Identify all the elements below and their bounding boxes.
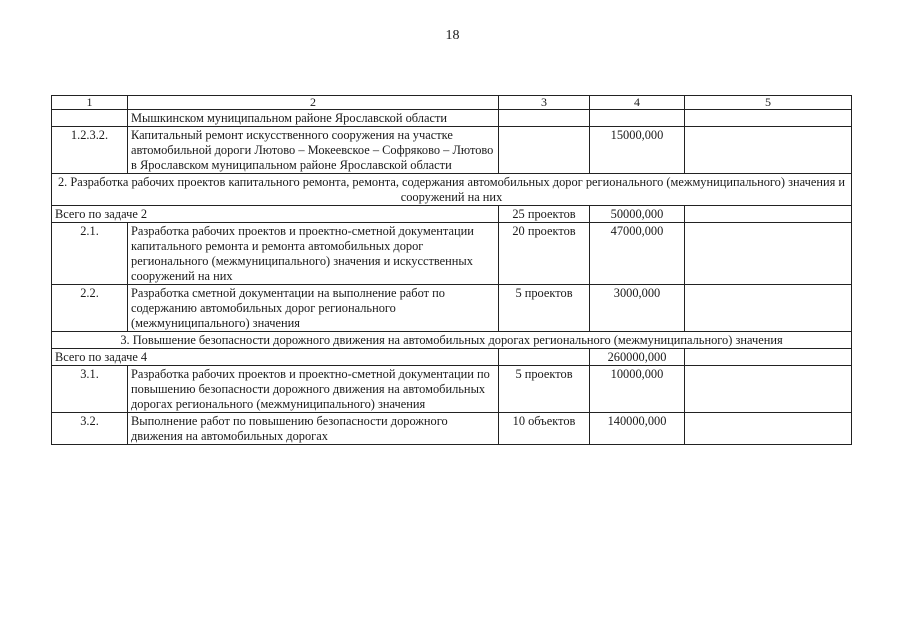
item-note bbox=[685, 285, 852, 332]
item-note bbox=[685, 110, 852, 127]
section-row bbox=[52, 174, 852, 206]
item-amount: 15000,000 bbox=[590, 127, 685, 174]
header-cell: 4 bbox=[590, 96, 685, 110]
table-header-row bbox=[52, 96, 852, 110]
item-amount: 140000,000 bbox=[590, 413, 685, 445]
item-note bbox=[685, 366, 852, 413]
program-table bbox=[51, 95, 852, 445]
table-row bbox=[52, 110, 852, 127]
item-amount bbox=[590, 110, 685, 127]
item-description: Разработка рабочих проектов и проектно-сметной документации капитального ремонта и ремонта автомобильных дорог регионального (межмуниципального) значения и искусственных сооружений на них bbox=[128, 223, 499, 285]
total-note bbox=[685, 349, 852, 366]
item-description: Капитальный ремонт искусственного сооружения на участке автомобильной дороги Лютово – Мокеевское – Софряково – Лютово в Ярославском муниципальном районе Ярославской области bbox=[128, 127, 499, 174]
item-note bbox=[685, 223, 852, 285]
item-amount: 10000,000 bbox=[590, 366, 685, 413]
total-quantity bbox=[499, 349, 590, 366]
item-description: Мышкинском муниципальном районе Ярославской области bbox=[128, 110, 499, 127]
item-quantity: 5 проектов bbox=[499, 285, 590, 332]
total-quantity: 25 проектов bbox=[499, 206, 590, 223]
table-row bbox=[52, 366, 852, 413]
table-row bbox=[52, 285, 852, 332]
item-quantity bbox=[499, 110, 590, 127]
item-quantity: 10 объектов bbox=[499, 413, 590, 445]
item-amount: 47000,000 bbox=[590, 223, 685, 285]
item-number: 1.2.3.2. bbox=[52, 127, 128, 174]
total-row bbox=[52, 206, 852, 223]
section-row bbox=[52, 332, 852, 349]
header-cell: 3 bbox=[499, 96, 590, 110]
item-number: 2.2. bbox=[52, 285, 128, 332]
item-number bbox=[52, 110, 128, 127]
item-description: Разработка рабочих проектов и проектно-сметной документации по повышению безопасности дорожного движения на автомобильных дорогах регионального (межмуниципального) значения bbox=[128, 366, 499, 413]
item-description: Разработка сметной документации на выполнение работ по содержанию автомобильных дорог регионального (межмуниципального) значения bbox=[128, 285, 499, 332]
item-number: 3.1. bbox=[52, 366, 128, 413]
item-number: 3.2. bbox=[52, 413, 128, 445]
section-title: 2. Разработка рабочих проектов капитального ремонта, ремонта, содержания автомобильных дорог регионального (межмуниципального) значения и сооружений на них bbox=[52, 174, 852, 206]
header-cell: 2 bbox=[128, 96, 499, 110]
item-quantity bbox=[499, 127, 590, 174]
section-title: 3. Повышение безопасности дорожного движения на автомобильных дорогах регионального (межмуниципального) значения bbox=[52, 332, 852, 349]
item-number: 2.1. bbox=[52, 223, 128, 285]
header-cell: 1 bbox=[52, 96, 128, 110]
item-description: Выполнение работ по повышению безопасности дорожного движения на автомобильных дорогах bbox=[128, 413, 499, 445]
total-label: Всего по задаче 4 bbox=[52, 349, 499, 366]
total-note bbox=[685, 206, 852, 223]
table-row bbox=[52, 223, 852, 285]
total-label: Всего по задаче 2 bbox=[52, 206, 499, 223]
table-row bbox=[52, 127, 852, 174]
item-quantity: 20 проектов bbox=[499, 223, 590, 285]
item-note bbox=[685, 127, 852, 174]
page-number: 18 bbox=[445, 28, 460, 43]
total-amount: 50000,000 bbox=[590, 206, 685, 223]
item-amount: 3000,000 bbox=[590, 285, 685, 332]
item-note bbox=[685, 413, 852, 445]
item-quantity: 5 проектов bbox=[499, 366, 590, 413]
total-amount: 260000,000 bbox=[590, 349, 685, 366]
header-cell: 5 bbox=[685, 96, 852, 110]
total-row bbox=[52, 349, 852, 366]
table-row bbox=[52, 413, 852, 445]
